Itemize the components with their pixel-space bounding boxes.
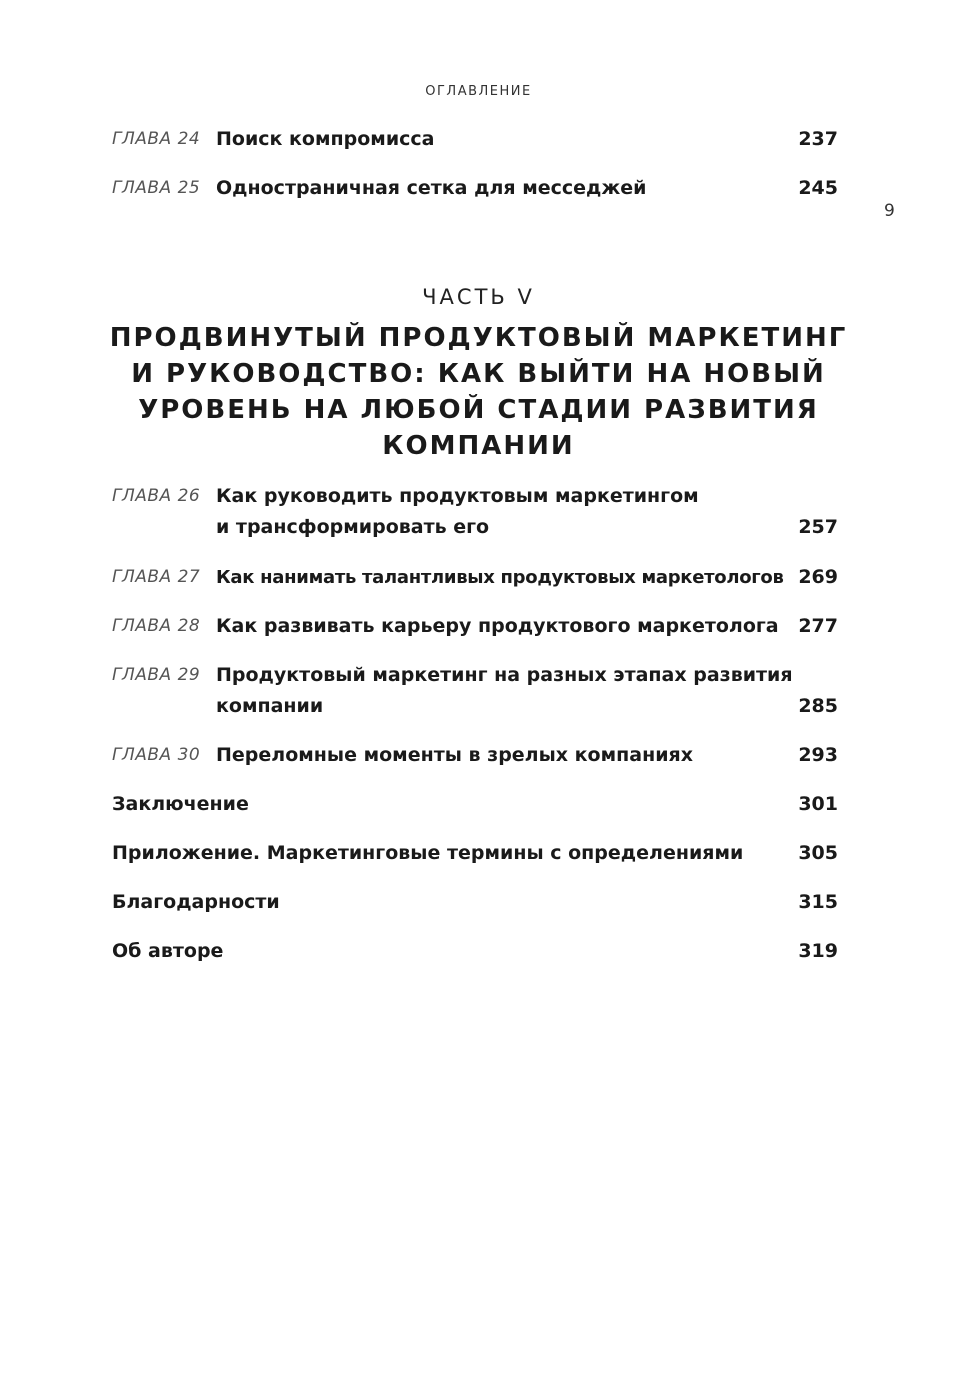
entry-title: Приложение. Маркетинговые термины с определениями	[112, 842, 744, 864]
page-number: 9	[884, 201, 895, 221]
chapter-number: ГЛАВА 25	[112, 178, 201, 198]
page-ref: 237	[798, 128, 838, 150]
chapter-title-line-2: компании	[216, 695, 324, 717]
chapter-title-line-2: и трансформировать его	[216, 516, 490, 538]
chapter-number: ГЛАВА 24	[112, 129, 201, 149]
page-ref: 245	[798, 177, 838, 199]
toc-entry-chapter-26[interactable]	[112, 481, 838, 543]
page-ref: 315	[798, 891, 838, 913]
chapter-title: Поиск компромисса	[216, 128, 435, 150]
chapter-number: ГЛАВА 28	[112, 616, 201, 636]
page-ref: 277	[798, 615, 838, 637]
chapter-number: ГЛАВА 30	[112, 745, 201, 765]
page-ref: 301	[798, 793, 838, 815]
entry-title: Заключение	[112, 793, 249, 815]
chapter-number: ГЛАВА 26	[112, 486, 201, 506]
chapter-title-line-1: Как руководить продуктовым маркетингом	[216, 485, 699, 507]
entry-title: Об авторе	[112, 940, 224, 962]
toc-entry-chapter-29[interactable]	[112, 660, 838, 722]
chapter-title: Как нанимать талантливых продуктовых маркетологов	[216, 567, 784, 588]
entry-title: Благодарности	[112, 891, 280, 913]
page-ref: 285	[798, 695, 838, 717]
part-title: ПРОДВИНУТЫЙ ПРОДУКТОВЫЙ МАРКЕТИНГ И РУКОВОДСТВО: КАК ВЫЙТИ НА НОВЫЙ УРОВЕНЬ НА ЛЮБОЙ СТАДИИ РАЗВИТИЯ КОМПАНИИ	[109, 323, 848, 461]
chapter-title: Переломные моменты в зрелых компаниях	[216, 744, 693, 766]
chapter-title: Одностраничная сетка для месседжей	[216, 177, 647, 199]
page-ref: 305	[798, 842, 838, 864]
chapter-title-line-1: Продуктовый маркетинг на разных этапах развития	[216, 664, 793, 686]
chapter-number: ГЛАВА 29	[112, 665, 201, 685]
running-head: ОГЛАВЛЕНИЕ	[425, 84, 532, 99]
page-ref: 269	[798, 566, 838, 588]
chapter-title: Как развивать карьеру продуктового маркетолога	[216, 615, 779, 637]
page-ref: 293	[798, 744, 838, 766]
part-label: ЧАСТЬ V	[422, 285, 535, 309]
page-ref: 319	[798, 940, 838, 962]
chapter-number: ГЛАВА 27	[112, 567, 201, 587]
page-ref: 257	[798, 516, 838, 538]
